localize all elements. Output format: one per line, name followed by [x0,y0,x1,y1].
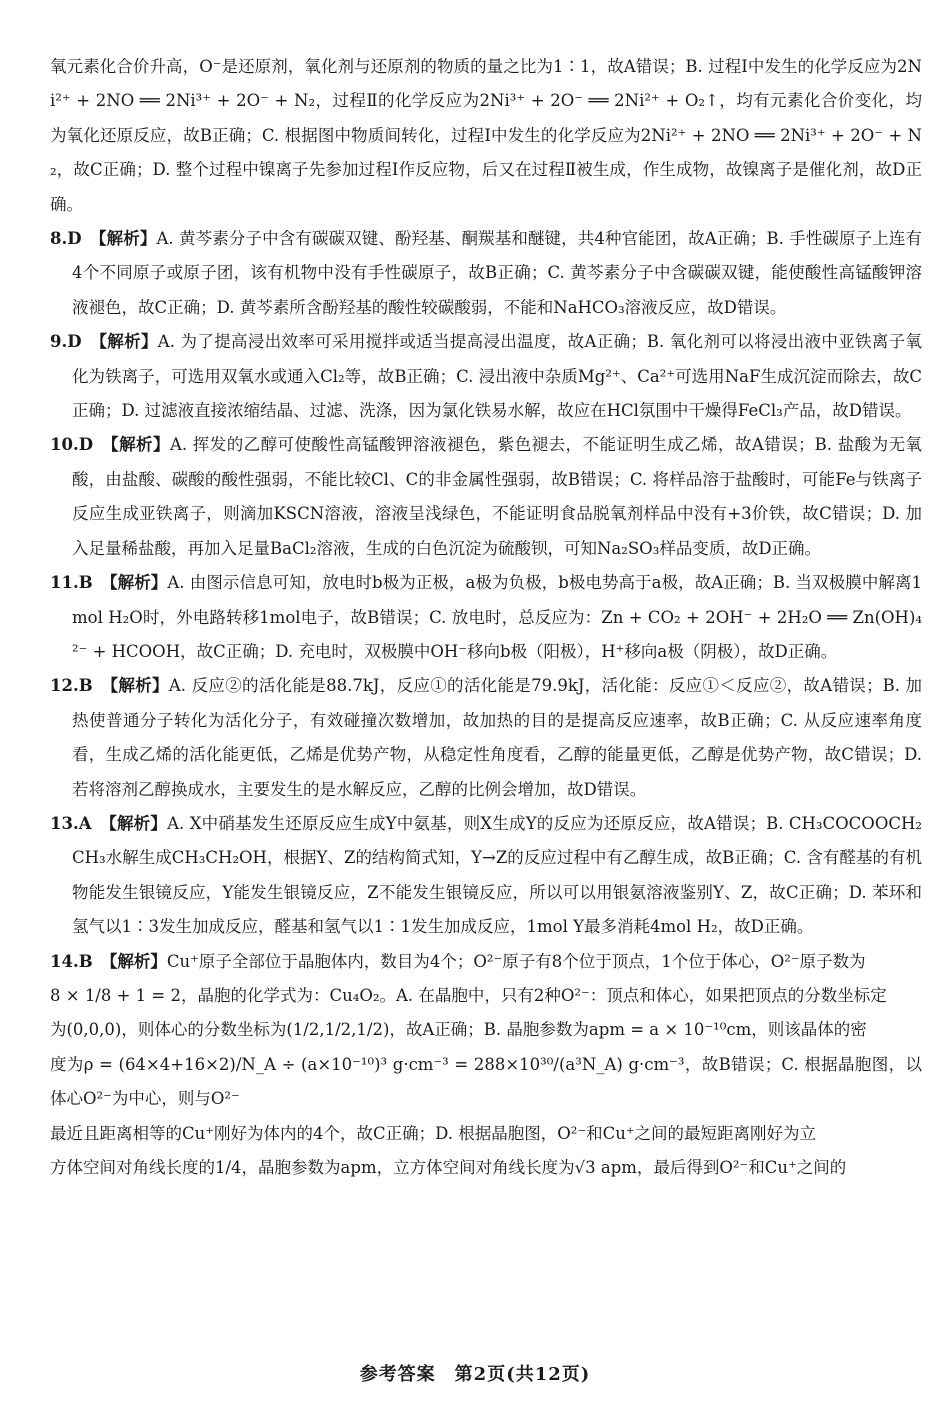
item-text: A. 挥发的乙醇可使酸性高锰酸钾溶液褪色，紫色褪去，不能证明生成乙烯，故A错误；B. 盐酸为无氧酸，由盐酸、碳酸的酸性强弱，不能比较Cl、C的非金属性强弱，故B错误；C. 将样品溶于盐酸时，可能Fe与铁离子反应生成亚铁离子，则滴加KSCN溶液，溶液呈浅绿色，不能证明食品脱氧剂样品中没有+3价铁，故C错误；D. 加入足量稀盐酸，再加入足量BaCl₂溶液，生成的白色沉淀为硫酸钡，可知Na₂SO₃样品变质，故D正确。 [72,435,923,558]
intro-paragraph: 氧元素化合价升高，O⁻是还原剂，氧化剂与还原剂的物质的量之比为1∶1，故A错误；B. 过程Ⅰ中发生的化学反应为2Ni²⁺ + 2NO ══ 2Ni³⁺ + 2O⁻ + N₂，过程Ⅱ的化学反应为2Ni³⁺ + 2O⁻ ══ 2Ni²⁺ + O₂↑，均有元素化合价变化，均为氧化还原反应，故B正确；C. 根据图中物质间转化，过程Ⅰ中发生的化学反应为2Ni²⁺ + 2NO ══ 2Ni³⁺ + 2O⁻ + N₂，故C正确；D. 整个过程中镍离子先参加过程Ⅰ作反应物，后又在过程Ⅱ被生成，作生成物，故镍离子是催化剂，故D正确。 [50,57,922,214]
item-text: A. 由图示信息可知，放电时b极为正极，a极为负极，b极电势高于a极，故A正确；B. 当双极膜中解离1mol H₂O时，外电路转移1mol电子，故B错误；C. 放电时，总反应为：Zn + CO₂ + 2OH⁻ + 2H₂O ══ Zn(OH)₄²⁻ + HCOOH，故C正确；D. 充电时，双极膜中OH⁻移向b极（阳极），H⁺移向a极（阴极），故D正确。 [72,573,923,661]
item-number: 10. [50,435,79,455]
item-answer: B [78,951,93,971]
answer-item-12 [50,669,922,807]
answer-item-14 [50,945,922,1186]
item-answer: D [78,435,94,455]
item-answer: B [78,573,93,593]
item-answer: A [78,813,92,833]
item-tag: 【解析】 [109,573,168,593]
answer-item-9 [50,325,922,428]
item-number: 9. [50,332,68,352]
answer-item-13 [50,807,922,945]
item-answer: D [67,332,82,352]
item-tag: 【解析】 [109,676,169,696]
item-answer: D [67,229,82,249]
item14-line6: 方体空间对角线长度的1/4，晶胞参数为apm，立方体空间对角线长度为√3 apm，最后得到O²⁻和Cu⁺之间的 [50,1158,847,1177]
item-text: A. 黄芩素分子中含有碳碳双键、酚羟基、酮羰基和醚键，共4种官能团，故A正确；B. 手性碳原子上连有4个不同原子或原子团，该有机物中没有手性碳原子，故B正确；C. 黄芩素分子中含碳碳双键，能使酸性高锰酸钾溶液褪色，故C正确；D. 黄芩素所含酚羟基的酸性较碳酸弱，不能和NaHCO₃溶液反应，故D错误。 [72,229,923,317]
item14-line4: 度为ρ = (64×4+16×2)/N_A ÷ (a×10⁻¹⁰)³ g·cm⁻³ = 288×10³⁰/(a³N_A) g·cm⁻³，故B错误；C. 根据晶胞图，以体心O²⁻为中心，则与O²⁻ [50,1054,922,1109]
item-number: 13. [50,813,79,833]
item-tag: 【解析】 [98,229,157,249]
item-tag: 【解析】 [108,813,168,833]
item14-line5: 最近且距离相等的Cu⁺刚好为体内的4个，故C正确；D. 根据晶胞图，O²⁻和Cu⁺之间的最短距离刚好为立 [50,1123,817,1143]
item-tag: 【解析】 [110,435,170,455]
answer-item-10 [50,428,922,566]
page-content [50,50,922,1185]
item14-line1 [50,945,922,979]
item-text: A. 反应②的活化能是88.7kJ，反应①的活化能是79.9kJ，活化能：反应①＜反应②，故A错误；B. 加热使普通分子转化为活化分子，有效碰撞次数增加，故加热的目的是提高反应速率，故B正确；C. 从反应速率角度看，生成乙烯的活化能更低，乙烯是优势产物，从稳定性角度看，乙醇的能量更低，乙醇是优势产物，故C错误；D. 若将溶剂乙醇换成水，主要发生的是水解反应，乙醇的比例会增加，故D错误。 [72,676,923,799]
item-answer: B [78,676,93,696]
item-number: 14. [50,951,79,971]
page-footer: 参考答案 第2页(共12页) [359,1364,591,1385]
item-tag: 【解析】 [109,951,167,971]
item-number: 8. [50,229,68,249]
item-number: 12. [50,676,79,696]
item-number: 11. [50,573,79,593]
item-text: Cu⁺原子全部位于晶胞体内，数目为4个；O²⁻原子有8个位于顶点，1个位于体心，O²⁻原子数为 [166,951,866,971]
item-text: A. X中硝基发生还原反应生成Y中氨基，则X生成Y的反应为还原反应，故A错误；B. CH₃COCOOCH₂CH₃水解生成CH₃CH₂OH，根据Y、Z的结构简式知，Y→Z的反应过程中有乙醇生成，故B正确；C. 含有醛基的有机物能发生银镜反应，Y能发生银镜反应，Z不能发生银镜反应，所以可以用银氨溶液鉴别Y、Z，故C正确；D. 苯环和氢气以1∶3发生加成反应，醛基和氢气以1∶1发生加成反应，1mol Y最多消耗4mol H₂，故D正确。 [72,813,922,937]
answer-list [50,222,922,1185]
answer-item-11 [50,566,922,669]
item-tag: 【解析】 [98,332,158,352]
answer-item-8 [50,222,922,325]
item-text: A. 为了提高浸出效率可采用搅拌或适当提高浸出温度，故A正确；B. 氧化剂可以将浸出液中亚铁离子氧化为铁离子，可选用双氧水或通入Cl₂等，故B正确；C. 浸出液中杂质Mg²⁺、Ca²⁺可选用NaF生成沉淀而除去，故C正确；D. 过滤液直接浓缩结晶、过滤、洗涤，因为氯化铁易水解，故应在HCl氛围中干燥得FeCl₃产品，故D错误。 [72,332,923,421]
item14-line2: 8 × 1/8 + 1 = 2，晶胞的化学式为：Cu₄O₂。A. 在晶胞中，只有2种O²⁻：顶点和体心，如果把顶点的分数坐标定 [50,985,887,1005]
item14-line3: 为(0,0,0)，则体心的分数坐标为(1/2,1/2,1/2)，故A正确；B. 晶胞参数为apm = a × 10⁻¹⁰cm，则该晶体的密 [50,1020,867,1040]
